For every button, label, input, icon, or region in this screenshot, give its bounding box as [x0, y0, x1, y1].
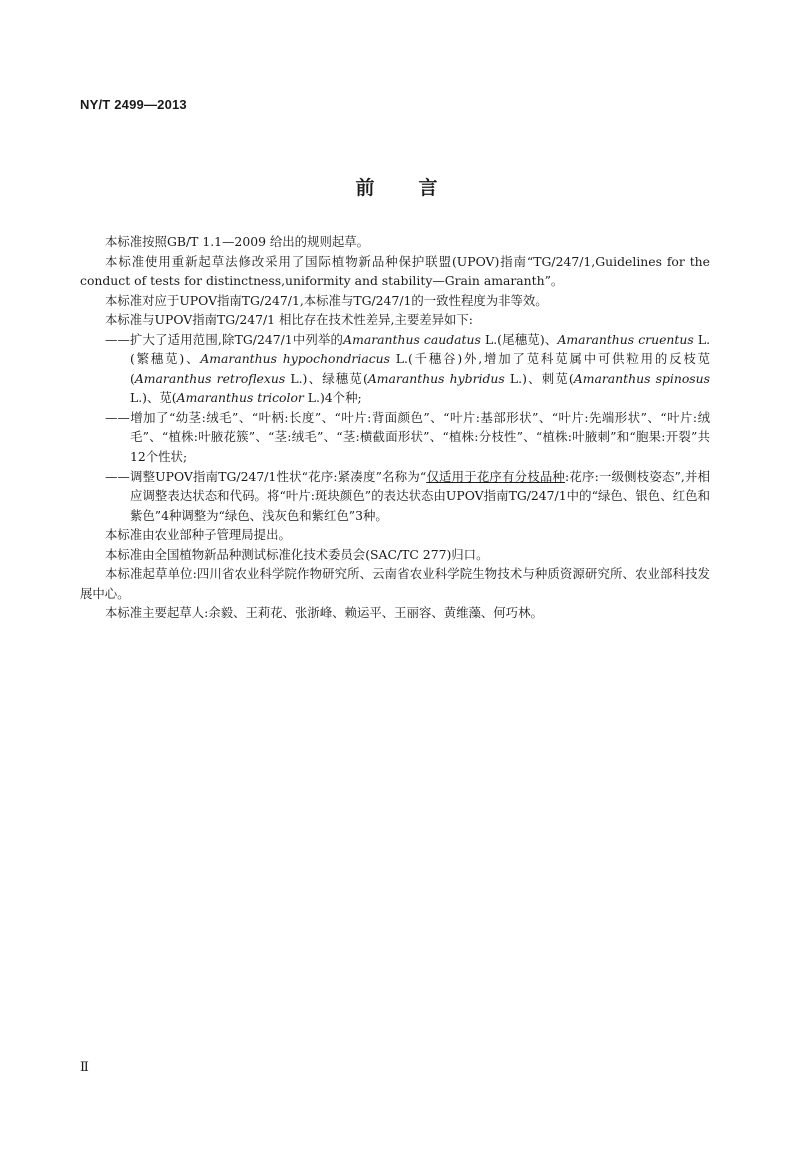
species-name: Amaranthus cruentus — [557, 331, 694, 347]
underlined-text: 仅适用于花序有分枝品种 — [426, 468, 566, 484]
difference-item-scope — [80, 330, 710, 408]
text-segment: L.)、绿穗苋( — [285, 370, 368, 386]
title-char-2: 言 — [418, 177, 438, 199]
text-segment: ——扩大了适用范围,除TG/247/1中列举的 — [105, 331, 344, 347]
text-segment: L.(千穗谷)外,增加了苋科苋属中可供粒用的反枝苋( — [130, 351, 711, 386]
text-segment: ——调整UPOV指南TG/247/1性状“花序:紧凑度”名称为“ — [105, 468, 427, 484]
difference-item-characteristics: ——增加了“幼茎:绒毛”、“叶柄:长度”、“叶片:背面颜色”、“叶片:基部形状”、“叶片:先端形状”、“叶片:绒毛”、“植株:叶腋花簇”、“茎:绒毛”、“茎:横截面形状”、“植株:分枝性”、“植株:叶腋刺”和“胞果:开裂”共12个性状; — [105, 409, 710, 465]
species-name: Amaranthus tricolor — [176, 390, 304, 406]
text-segment: L.)、苋( — [130, 390, 177, 406]
difference-item-adjustment — [80, 467, 710, 526]
species-name: Amaranthus spinosus — [573, 370, 710, 386]
text-segment: L.)、刺苋( — [504, 370, 574, 386]
paragraph-drafting-rules: 本标准按照GB/T 1.1—2009 给出的规则起草。 — [105, 234, 370, 249]
title-char-1: 前 — [355, 177, 375, 199]
paragraph-equivalence: 本标准对应于UPOV指南TG/247/1,本标准与TG/247/1的一致性程度为非等效。 — [105, 292, 548, 308]
text-segment: :花序:一级侧枝姿态”,并相应调整表达状态和代码。将“叶片:斑块颜色”的表达状态由UPOV指南TG/247/1中的“绿色、银色、红色和紫色”4种调整为“绿色、浅灰色和紫红色”3种。 — [130, 468, 711, 523]
species-name: Amaranthus caudatus — [343, 331, 481, 347]
paragraph-drafters: 本标准主要起草人:余毅、王莉花、张浙峰、赖运平、王丽容、黄维藻、何巧林。 — [105, 605, 543, 621]
page-number: Ⅱ — [80, 1060, 89, 1075]
paragraph-upov-adoption: 本标准使用重新起草法修改采用了国际植物新品种保护联盟(UPOV)指南“TG/247/1,Guidelines for the conduct of tests for distinctness,uniformity and stability—Grain amaranth”。 — [80, 253, 710, 289]
paragraph-centralized: 本标准由全国植物新品种测试标准化技术委员会(SAC/TC 277)归口。 — [105, 546, 489, 562]
page-title — [0, 173, 793, 200]
species-name: Amaranthus hypochondriacus — [200, 351, 390, 367]
text-segment: L.)4个种; — [303, 390, 362, 406]
text-segment: L.(繁穗苋)、 — [130, 331, 711, 367]
paragraph-differences-intro: 本标准与UPOV指南TG/247/1 相比存在技术性差异,主要差异如下: — [105, 312, 473, 328]
text-segment: L.(尾穗苋)、 — [480, 331, 558, 347]
species-name: Amaranthus retroflexus — [134, 370, 286, 386]
species-name: Amaranthus hybridus — [367, 370, 505, 386]
foreword-body — [80, 232, 710, 623]
paragraph-drafting-units: 本标准起草单位:四川省农业科学院作物研究所、云南省农业科学院生物技术与种质资源研究所、农业部科技发展中心。 — [80, 566, 710, 601]
paragraph-proposer: 本标准由农业部种子管理局提出。 — [105, 527, 291, 543]
standard-code: NY/T 2499—2013 — [80, 97, 187, 112]
